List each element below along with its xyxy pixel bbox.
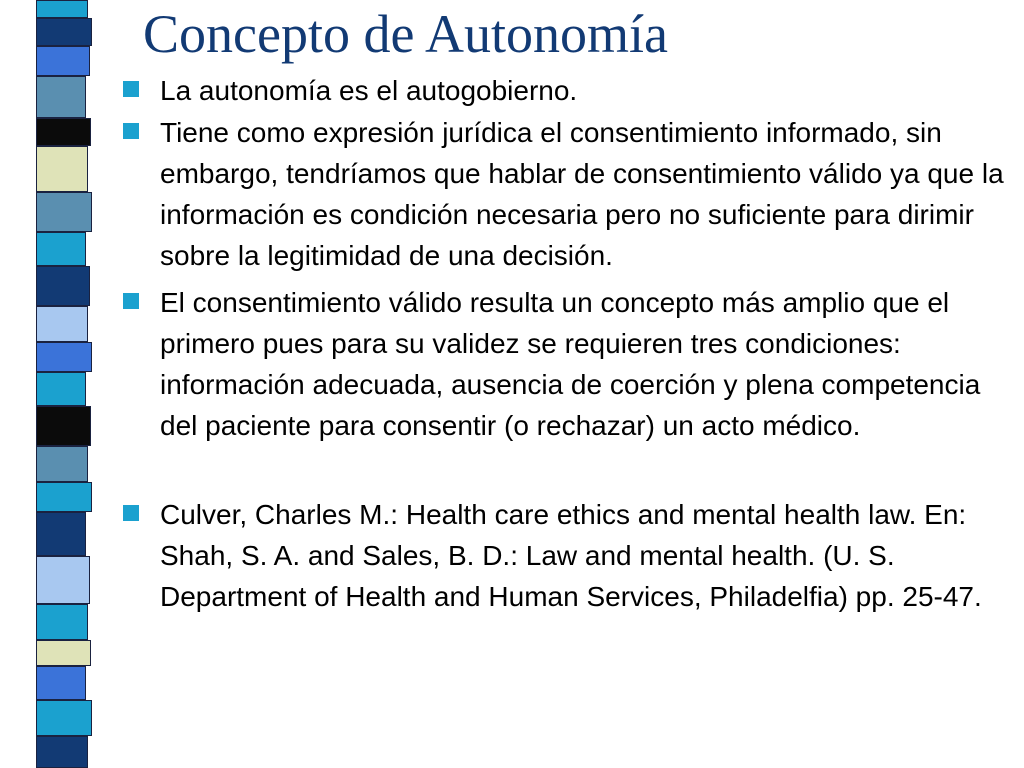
bullet-item (122, 70, 1012, 111)
stripe-block (36, 372, 86, 406)
square-bullet-icon (123, 505, 139, 521)
stripe-block (36, 512, 86, 556)
bullet-text: Culver, Charles M.: Health care ethics and mental health law. En: Shah, S. A. and Sales, B. D.: Law and mental health. (U. S. Department of Health and Human Services, Philadelfia) pp. 25-47. (160, 499, 982, 612)
bullet-text: La autonomía es el autogobierno. (160, 75, 578, 106)
square-bullet-icon (123, 81, 139, 97)
stripe-block (36, 46, 90, 76)
stripe-block (36, 266, 90, 306)
stripe-block (36, 76, 86, 118)
bullet-text: Tiene como expresión jurídica el consentimiento informado, sin embargo, tendríamos que hablar de consentimiento válido ya que la información es condición necesaria pero no suficiente para dirimir sobre la legitimidad de una decisión. (160, 117, 1004, 271)
slide-title: Concepto de Autonomía (143, 4, 668, 64)
bullet-item (122, 112, 1012, 276)
stripe-block (36, 18, 92, 46)
stripe-block (36, 556, 90, 604)
bullet-list (122, 70, 1012, 617)
stripe-block (36, 192, 92, 232)
stripe-block (36, 146, 88, 192)
stripe-block (36, 0, 88, 18)
stripe-block (36, 118, 91, 146)
square-bullet-icon (123, 293, 139, 309)
bullet-item (122, 494, 1012, 617)
stripe-block (36, 482, 92, 512)
stripe-block (36, 406, 91, 446)
stripe-block (36, 342, 92, 372)
stripe-block (36, 232, 86, 266)
stripe-block (36, 666, 86, 700)
stripe-block (36, 604, 88, 640)
stripe-block (36, 446, 88, 482)
decorative-stripe (36, 0, 94, 768)
bullet-item (122, 282, 1012, 446)
stripe-block (36, 306, 88, 342)
stripe-block (36, 640, 91, 666)
stripe-block (36, 736, 88, 768)
stripe-block (36, 700, 92, 736)
square-bullet-icon (123, 123, 139, 139)
bullet-text: El consentimiento válido resulta un concepto más amplio que el primero pues para su validez se requieren tres condiciones: información adecuada, ausencia de coerción y plena competencia del paciente para consentir (o rechazar) un acto médico. (160, 287, 981, 441)
